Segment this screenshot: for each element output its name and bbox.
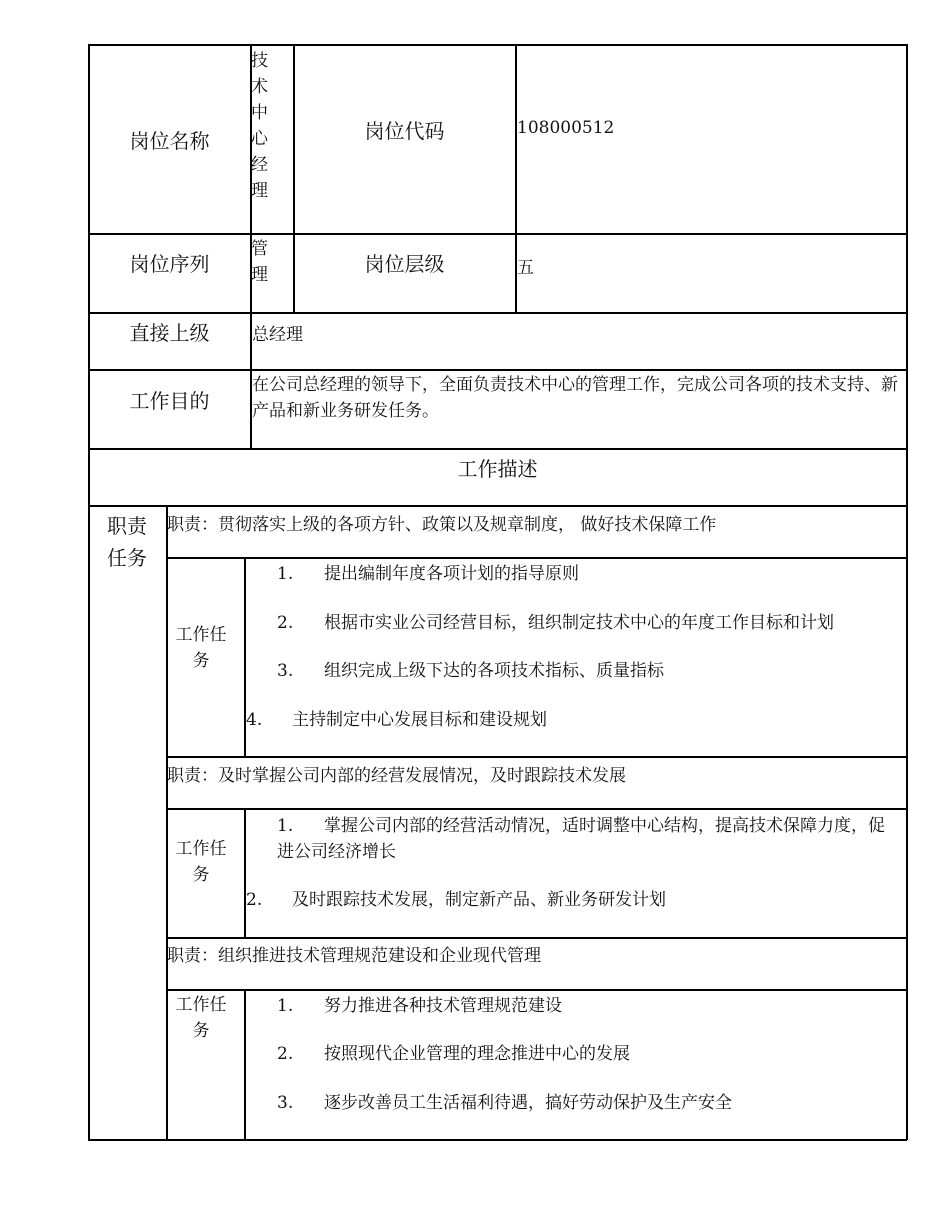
table-border xyxy=(166,557,907,559)
table-border xyxy=(244,989,246,1140)
post-code-value: 108000512 xyxy=(517,118,615,138)
table-border xyxy=(166,989,907,991)
duties-label: 职责任务 xyxy=(107,514,147,570)
task-text: 努力推进各种技术管理规范建设 xyxy=(324,996,562,1016)
table-border xyxy=(88,505,907,507)
task-label: 工作任务 xyxy=(175,995,227,1041)
post-level-label: 岗位层级 xyxy=(364,252,445,276)
task-number: 2. xyxy=(277,613,294,633)
post-name-value: 技术中心经理 xyxy=(251,51,268,201)
task-text: 掌握公司内部的经营活动情况，适时调整中心结构，提高技术保障力度，促进公司经济增长 xyxy=(277,816,885,862)
task-item xyxy=(277,1041,630,1067)
section-title: 工作描述 xyxy=(457,456,538,481)
task-number: 1. xyxy=(277,816,294,836)
supervisor-label: 直接上级 xyxy=(129,320,210,345)
task-item xyxy=(277,813,889,865)
task-item xyxy=(277,993,562,1019)
task-number: 2. xyxy=(277,1044,294,1064)
task-item xyxy=(277,610,834,636)
table-border xyxy=(906,44,908,1140)
table-border xyxy=(166,505,168,1140)
table-border xyxy=(244,808,246,938)
task-item xyxy=(246,707,547,733)
task-number: 1. xyxy=(277,996,294,1016)
task-item xyxy=(277,561,579,587)
table-border xyxy=(166,756,907,758)
task-label: 工作任务 xyxy=(175,839,227,885)
task-item xyxy=(277,658,664,684)
task-text: 根据市实业公司经营目标，组织制定技术中心的年度工作目标和计划 xyxy=(324,613,834,633)
task-item xyxy=(277,1090,732,1116)
post-name-label: 岗位名称 xyxy=(129,128,210,153)
table-border xyxy=(166,808,907,810)
supervisor-value: 总经理 xyxy=(252,325,303,345)
post-series-value: 管理 xyxy=(251,239,268,285)
post-code-label: 岗位代码 xyxy=(364,118,445,143)
task-text: 提出编制年度各项计划的指导原则 xyxy=(324,564,579,584)
task-text: 组织完成上级下达的各项技术指标、质量指标 xyxy=(324,661,664,681)
task-label: 工作任务 xyxy=(175,625,227,671)
task-number: 3. xyxy=(277,1093,294,1113)
post-series-label: 岗位序列 xyxy=(129,252,210,276)
task-text: 及时跟踪技术发展，制定新产品、新业务研发计划 xyxy=(292,890,666,910)
purpose-value: 在公司总经理的领导下，全面负责技术中心的管理工作，完成公司各项的技术支持、新产品和新业务研发任务。 xyxy=(252,375,898,421)
post-level-value: 五 xyxy=(517,258,534,278)
table-border xyxy=(166,937,907,939)
duty-title: 职责：及时掌握公司内部的经营发展情况，及时跟踪技术发展 xyxy=(167,766,626,786)
purpose-label: 工作目的 xyxy=(129,388,210,413)
table-border xyxy=(88,1139,907,1141)
task-text: 按照现代企业管理的理念推进中心的发展 xyxy=(324,1044,630,1064)
task-number: 4. xyxy=(246,710,263,730)
task-item xyxy=(246,887,666,913)
duty-title: 职责：组织推进技术管理规范建设和企业现代管理 xyxy=(167,946,541,966)
task-number: 1. xyxy=(277,564,294,584)
duty-title: 职责：贯彻落实上级的各项方针、政策以及规章制度， 做好技术保障工作 xyxy=(167,515,717,535)
task-number: 3. xyxy=(277,661,294,681)
task-text: 主持制定中心发展目标和建设规划 xyxy=(292,710,547,730)
task-number: 2. xyxy=(246,890,263,910)
task-text: 逐步改善员工生活福利待遇，搞好劳动保护及生产安全 xyxy=(324,1093,732,1113)
